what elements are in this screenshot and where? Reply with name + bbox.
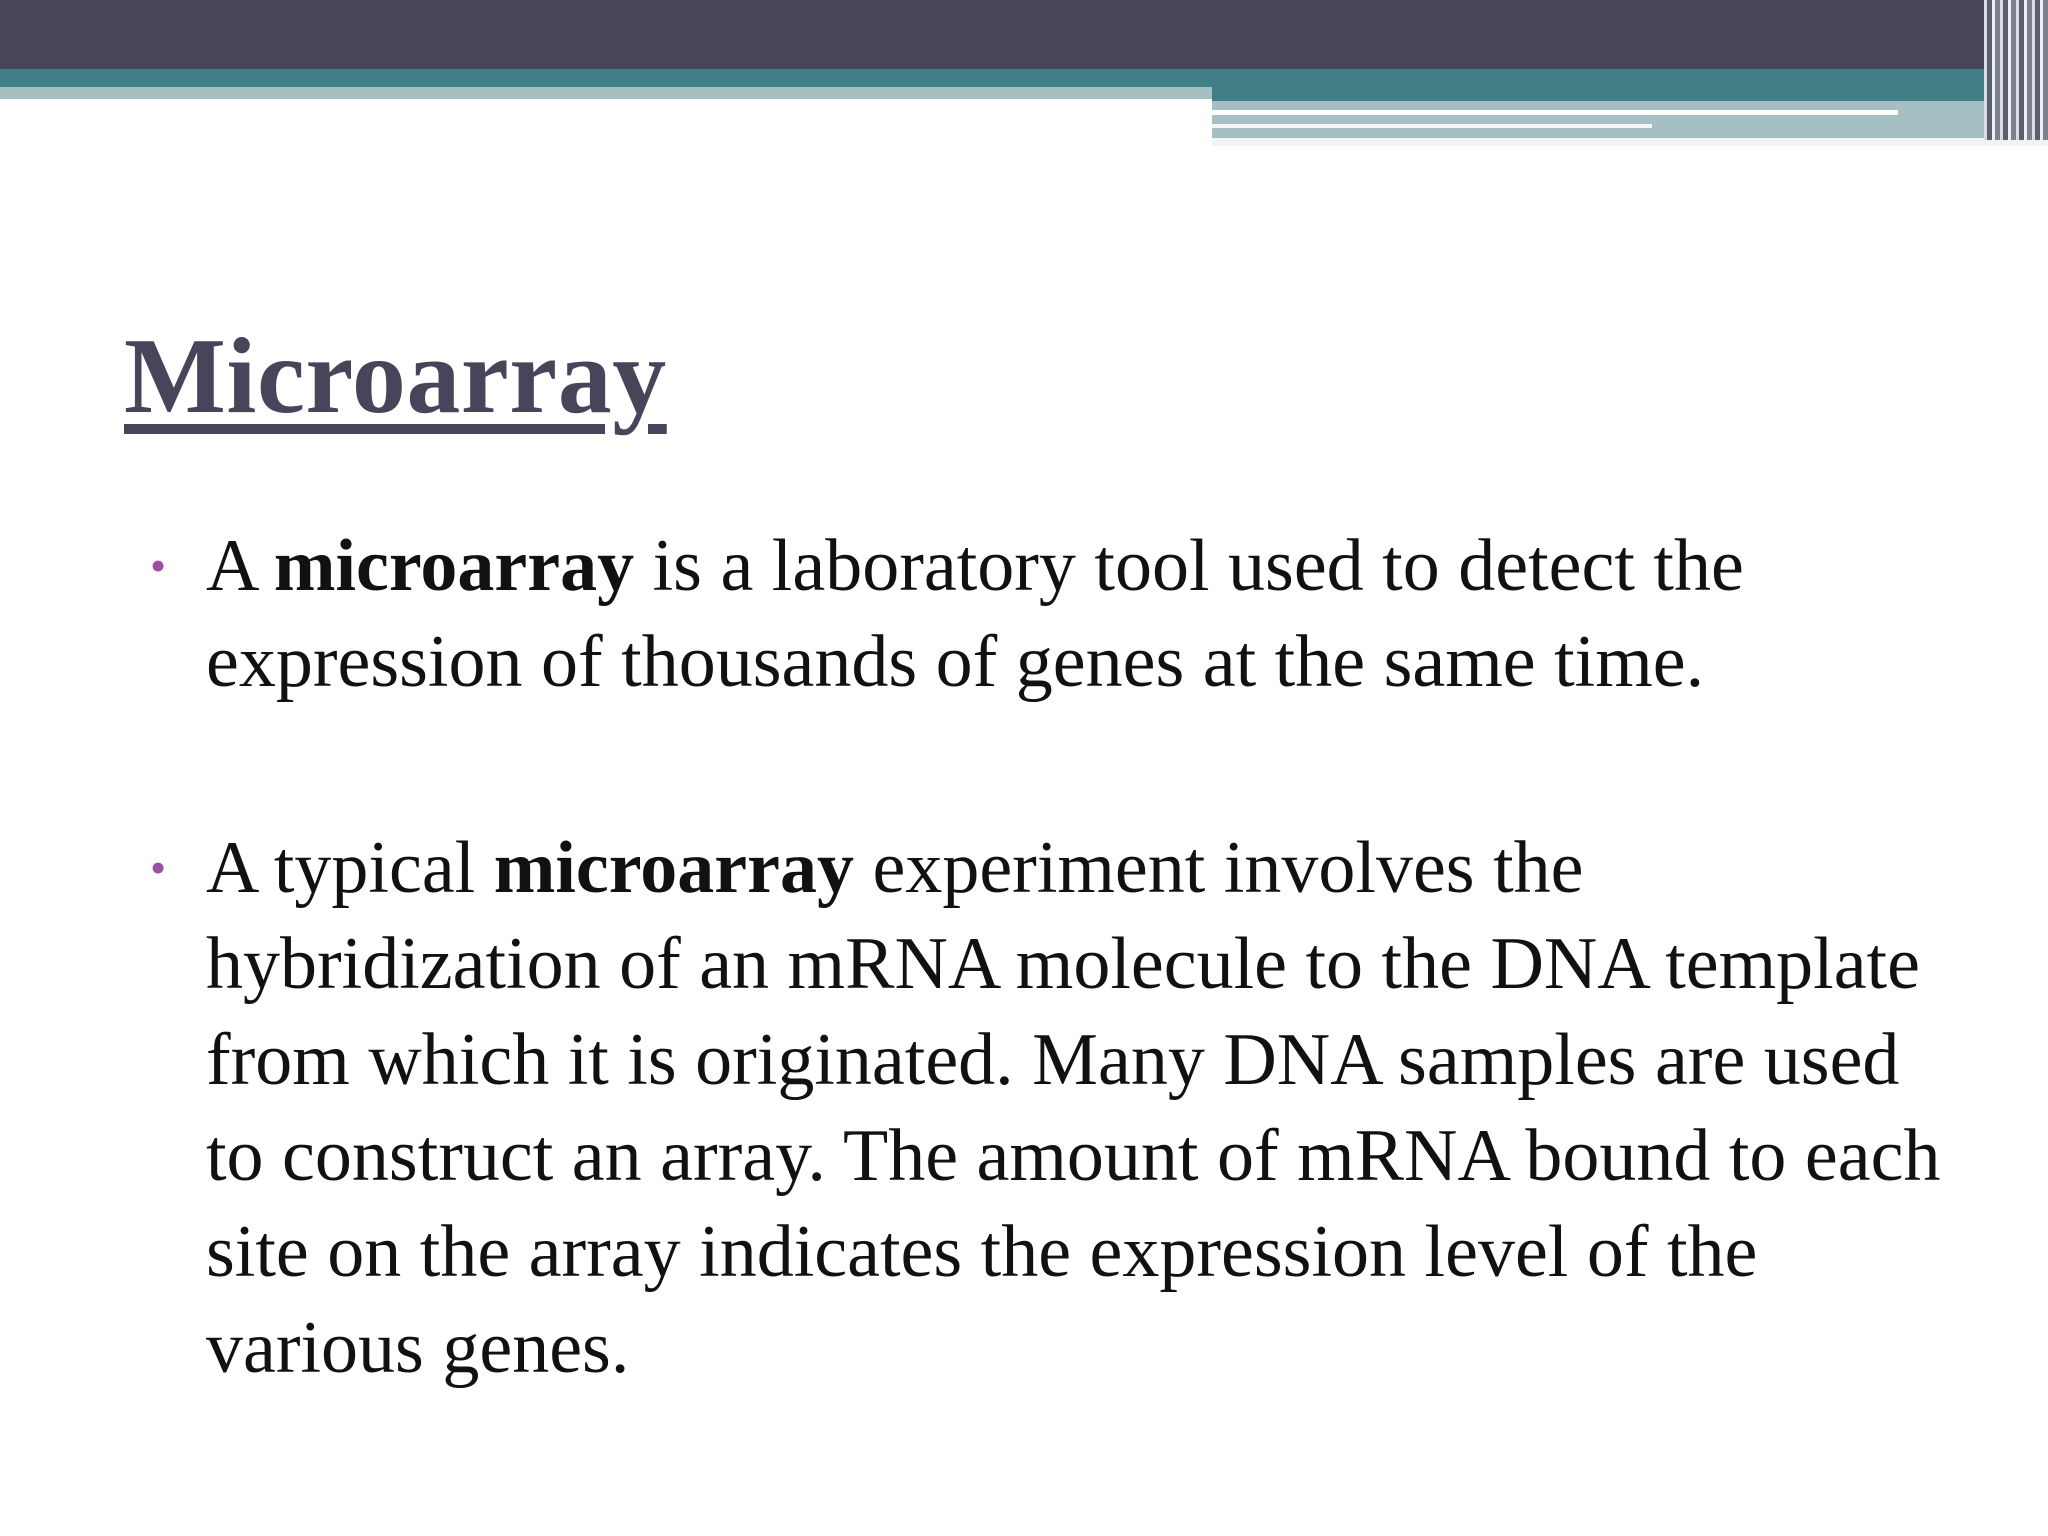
bullet-text [206,525,1744,703]
header-band-teal-right [1212,69,2048,101]
bullet-text-pre: A [206,525,274,607]
bullet-item [150,820,1950,1396]
slide-title: Microarray [124,317,667,436]
header-fade [1212,138,2048,146]
corner-stripes [1984,0,2048,140]
header-band-teal-left [0,69,1212,87]
bullet-text [206,827,1940,1389]
header-band-light-right [1212,101,2048,138]
bullet-text-pre: A typical [206,827,494,909]
bullet-text-post: is a laboratory tool used to detect the expression of thousands of genes at the same time. [206,525,1744,703]
bullet-text-bold: microarray [493,827,854,909]
bullet-item [150,518,1950,710]
header-accent-line [1212,110,1898,115]
bullet-list [150,518,1950,1396]
header-accent-line-short [1212,124,1652,128]
bullet-icon: • [150,842,167,893]
bullet-icon: • [150,540,167,591]
bullet-text-post: experiment involves the hybridization of an mRNA molecule to the DNA template from which it is originated. Many DNA samples are used to construct an array. The amount of mRNA bound to each site on the array indicates the expression level of the various genes. [206,827,1941,1389]
bullet-text-bold: microarray [273,525,635,607]
header-band-light-left [0,87,1212,99]
header-band-dark [0,0,2048,69]
